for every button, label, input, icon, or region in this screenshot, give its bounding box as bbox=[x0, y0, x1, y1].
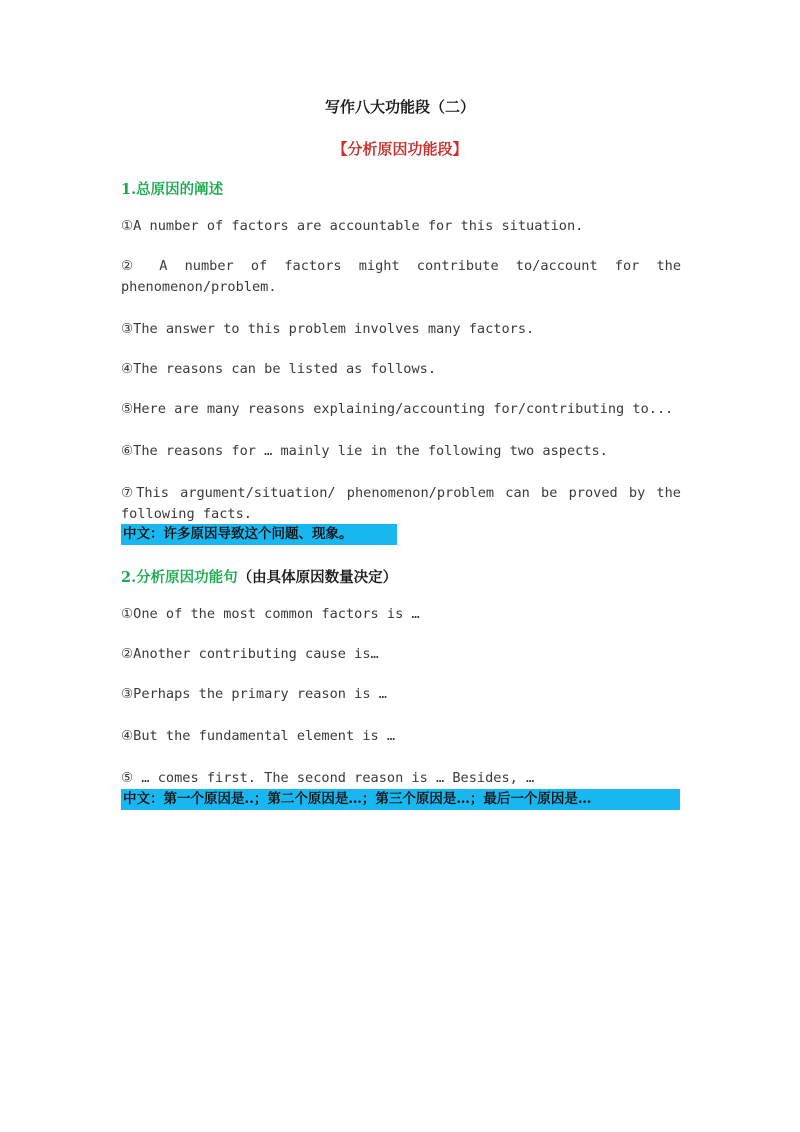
section1-item-4: ④The reasons can be listed as follows. bbox=[121, 361, 436, 377]
section-subtitle: 【分析原因功能段】 bbox=[332, 140, 468, 158]
section2-item-1: ①One of the most common factors is … bbox=[121, 606, 420, 622]
section1-item-2: ② A number of factors might contribute to/account for the phenomenon/problem. bbox=[121, 258, 681, 295]
page-title: 写作八大功能段（二） bbox=[324, 98, 475, 116]
section1-item-6: ⑥The reasons for … mainly lie in the following two aspects. bbox=[121, 443, 608, 459]
section1-item-1: ①A number of factors are accountable for this situation. bbox=[121, 218, 584, 234]
section2-heading-main: 2.分析原因功能句 bbox=[121, 569, 238, 586]
section2-heading-note: （由具体原因数量决定） bbox=[237, 569, 398, 586]
section1-chinese-highlight: 中文：许多原因导致这个问题、现象。 bbox=[121, 524, 397, 545]
section2-chinese-highlight: 中文：第一个原因是..；第二个原因是…；第三个原因是…；最后一个原因是… bbox=[121, 789, 680, 810]
section1-item-5: ⑤Here are many reasons explaining/accounting for/contributing to... bbox=[121, 401, 674, 417]
section2-item-2: ②Another contributing cause is… bbox=[121, 646, 379, 662]
section2-item-5: ⑤ … comes first. The second reason is … Besides, … bbox=[121, 770, 535, 786]
section2-item-4: ④But the fundamental element is … bbox=[121, 728, 396, 744]
section1-heading: 1.总原因的阐述 bbox=[121, 181, 224, 198]
section1-item-3: ③The answer to this problem involves many factors. bbox=[121, 321, 535, 337]
section2-heading bbox=[121, 566, 397, 587]
section2-item-3: ③Perhaps the primary reason is … bbox=[121, 686, 387, 702]
section1-item-7: ⑦This argument/situation/ phenomenon/problem can be proved by the following facts. bbox=[121, 485, 681, 522]
